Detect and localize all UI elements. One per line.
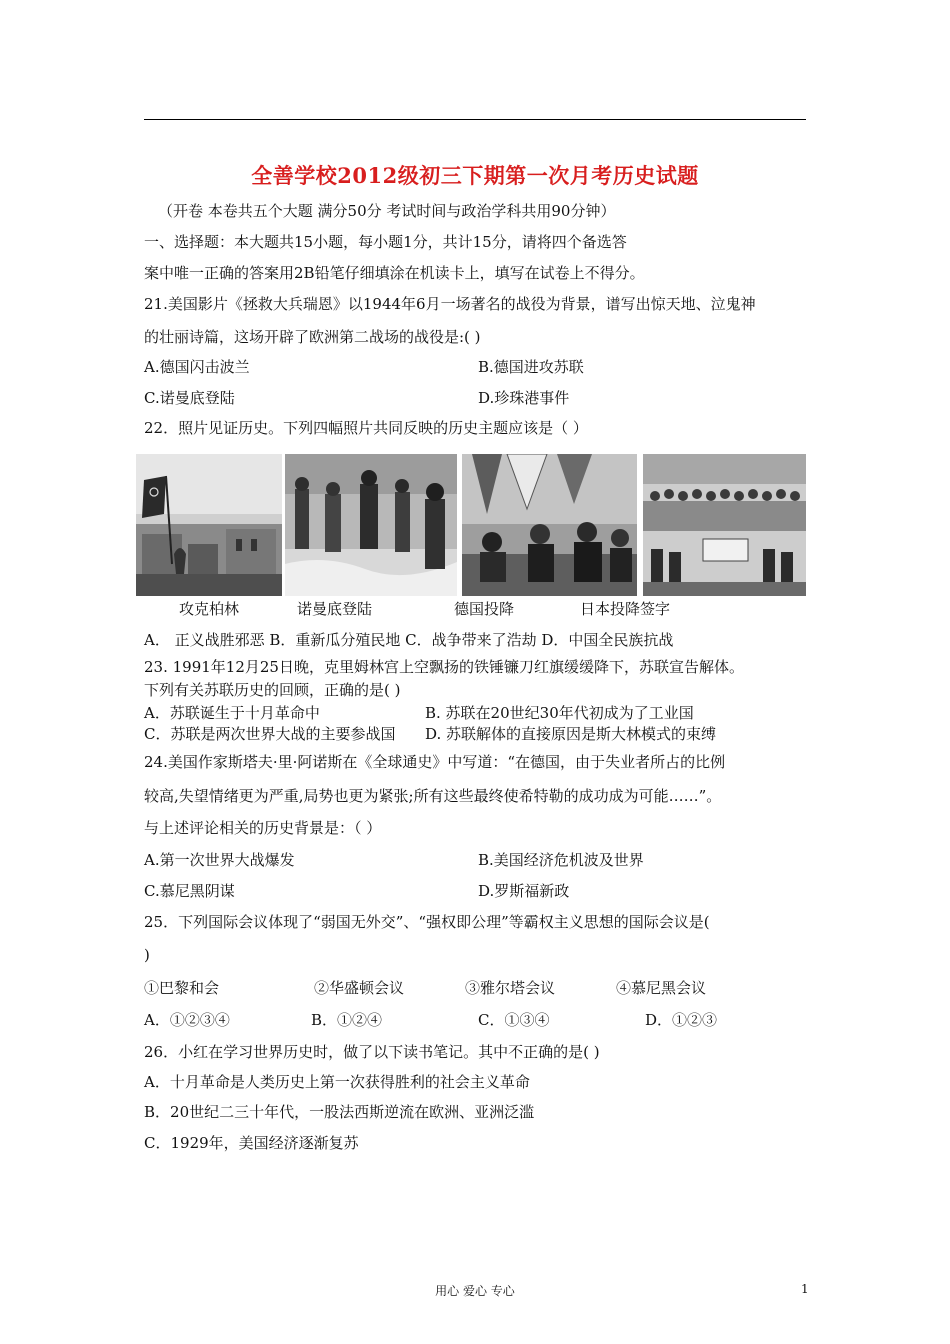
q21-option-d: D.珍珠港事件 <box>478 389 570 407</box>
q25-item-4: ④慕尼黑会议 <box>616 979 707 997</box>
q25-stem-line2: ) <box>144 946 150 964</box>
q21-option-c: C.诺曼底登陆 <box>144 389 235 407</box>
page-footer: 用心 爱心 专心 <box>435 1284 515 1298</box>
q23-option-d: D. 苏联解体的直接原因是斯大林模式的束缚 <box>425 725 717 743</box>
caption-capture-of-berlin: 攻克柏林 <box>179 600 240 618</box>
q23-stem-line1: 23. 1991年12月25日晚，克里姆林宫上空飘扬的铁锤镰刀红旗缓缓降下，苏联宣告解体。 <box>144 658 744 676</box>
photo-german-surrender <box>462 454 637 596</box>
exam-title: 全善学校2012级初三下期第一次月考历史试题 <box>251 163 699 188</box>
q24-option-d: D.罗斯福新政 <box>478 882 570 900</box>
q22-stem: 22．照片见证历史。下列四幅照片共同反映的历史主题应该是（ ） <box>144 419 588 437</box>
photo-normandy-landing <box>285 454 457 596</box>
q24-stem-line1: 24.美国作家斯塔夫·里·阿诺斯在《全球通史》中写道：“在德国，由于失业者所占的比例 <box>144 753 726 771</box>
q25-stem-line1: 25．下列国际会议体现了“弱国无外交”、“强权即公理”等霸权主义思想的国际会议是( <box>144 913 710 931</box>
q26-option-a: A．十月革命是人类历史上第一次获得胜利的社会主义革命 <box>144 1073 530 1091</box>
q23-stem-line2: 下列有关苏联历史的回顾，正确的是( ) <box>144 681 401 699</box>
q23-option-a: A．苏联诞生于十月革命中 <box>144 704 320 722</box>
q26-stem: 26．小红在学习世界历史时，做了以下读书笔记。其中不正确的是( ) <box>144 1043 600 1061</box>
q23-option-b: B. 苏联在20世纪30年代初成为了工业国 <box>425 704 694 722</box>
q21-stem-line2: 的壮丽诗篇，这场开辟了欧洲第二战场的战役是:( ) <box>144 328 481 346</box>
q22-options: A． 正义战胜邪恶 B．重新瓜分殖民地 C．战争带来了浩劫 D．中国全民族抗战 <box>144 631 674 649</box>
q26-option-b: B．20世纪二三十年代，一股法西斯逆流在欧洲、亚洲泛滥 <box>144 1103 535 1121</box>
caption-normandy-landing: 诺曼底登陆 <box>297 600 373 618</box>
caption-japanese-surrender: 日本投降签字 <box>580 600 671 618</box>
q24-stem-line2: 较高,失望情绪更为严重,局势也更为紧张;所有这些最终使希特勒的成功成为可能……”。 <box>144 787 722 805</box>
exam-subtitle: （开卷 本卷共五个大题 满分50分 考试时间与政治学科共用90分钟） <box>158 202 616 220</box>
q25-option-a: A．①②③④ <box>144 1011 230 1029</box>
q25-option-c: C．①③④ <box>478 1011 550 1029</box>
section1-line2: 案中唯一正确的答案用2B铅笔仔细填涂在机读卡上，填写在试卷上不得分。 <box>144 264 645 282</box>
q24-stem-line3: 与上述评论相关的历史背景是：（ ） <box>144 819 382 837</box>
section1-line1: 一、选择题：本大题共15小题，每小题1分，共计15分，请将四个备选答 <box>144 233 627 251</box>
q21-stem-line1: 21.美国影片《拯救大兵瑞恩》以1944年6月一场著名的战役为背景，谱写出惊天地、泣鬼神 <box>144 295 756 313</box>
photo-capture-of-berlin <box>136 454 282 596</box>
q24-option-a: A.第一次世界大战爆发 <box>144 851 295 869</box>
q25-item-1: ①巴黎和会 <box>144 979 220 997</box>
q25-option-d: D．①②③ <box>645 1011 718 1029</box>
photo-japanese-surrender <box>643 454 806 596</box>
q25-item-2: ②华盛顿会议 <box>314 979 405 997</box>
header-rule <box>144 119 806 120</box>
q21-option-a: A.德国闪击波兰 <box>144 358 250 376</box>
q25-item-3: ③雅尔塔会议 <box>465 979 556 997</box>
q24-option-b: B.美国经济危机波及世界 <box>478 851 644 869</box>
q26-option-c: C．1929年，美国经济逐渐复苏 <box>144 1134 359 1152</box>
page-number: 1 <box>801 1282 809 1296</box>
q21-option-b: B.德国进攻苏联 <box>478 358 584 376</box>
caption-german-surrender: 德国投降 <box>454 600 515 618</box>
q25-option-b: B．①②④ <box>311 1011 383 1029</box>
q24-option-c: C.慕尼黑阴谋 <box>144 882 235 900</box>
q23-option-c: C．苏联是两次世界大战的主要参战国 <box>144 725 396 743</box>
